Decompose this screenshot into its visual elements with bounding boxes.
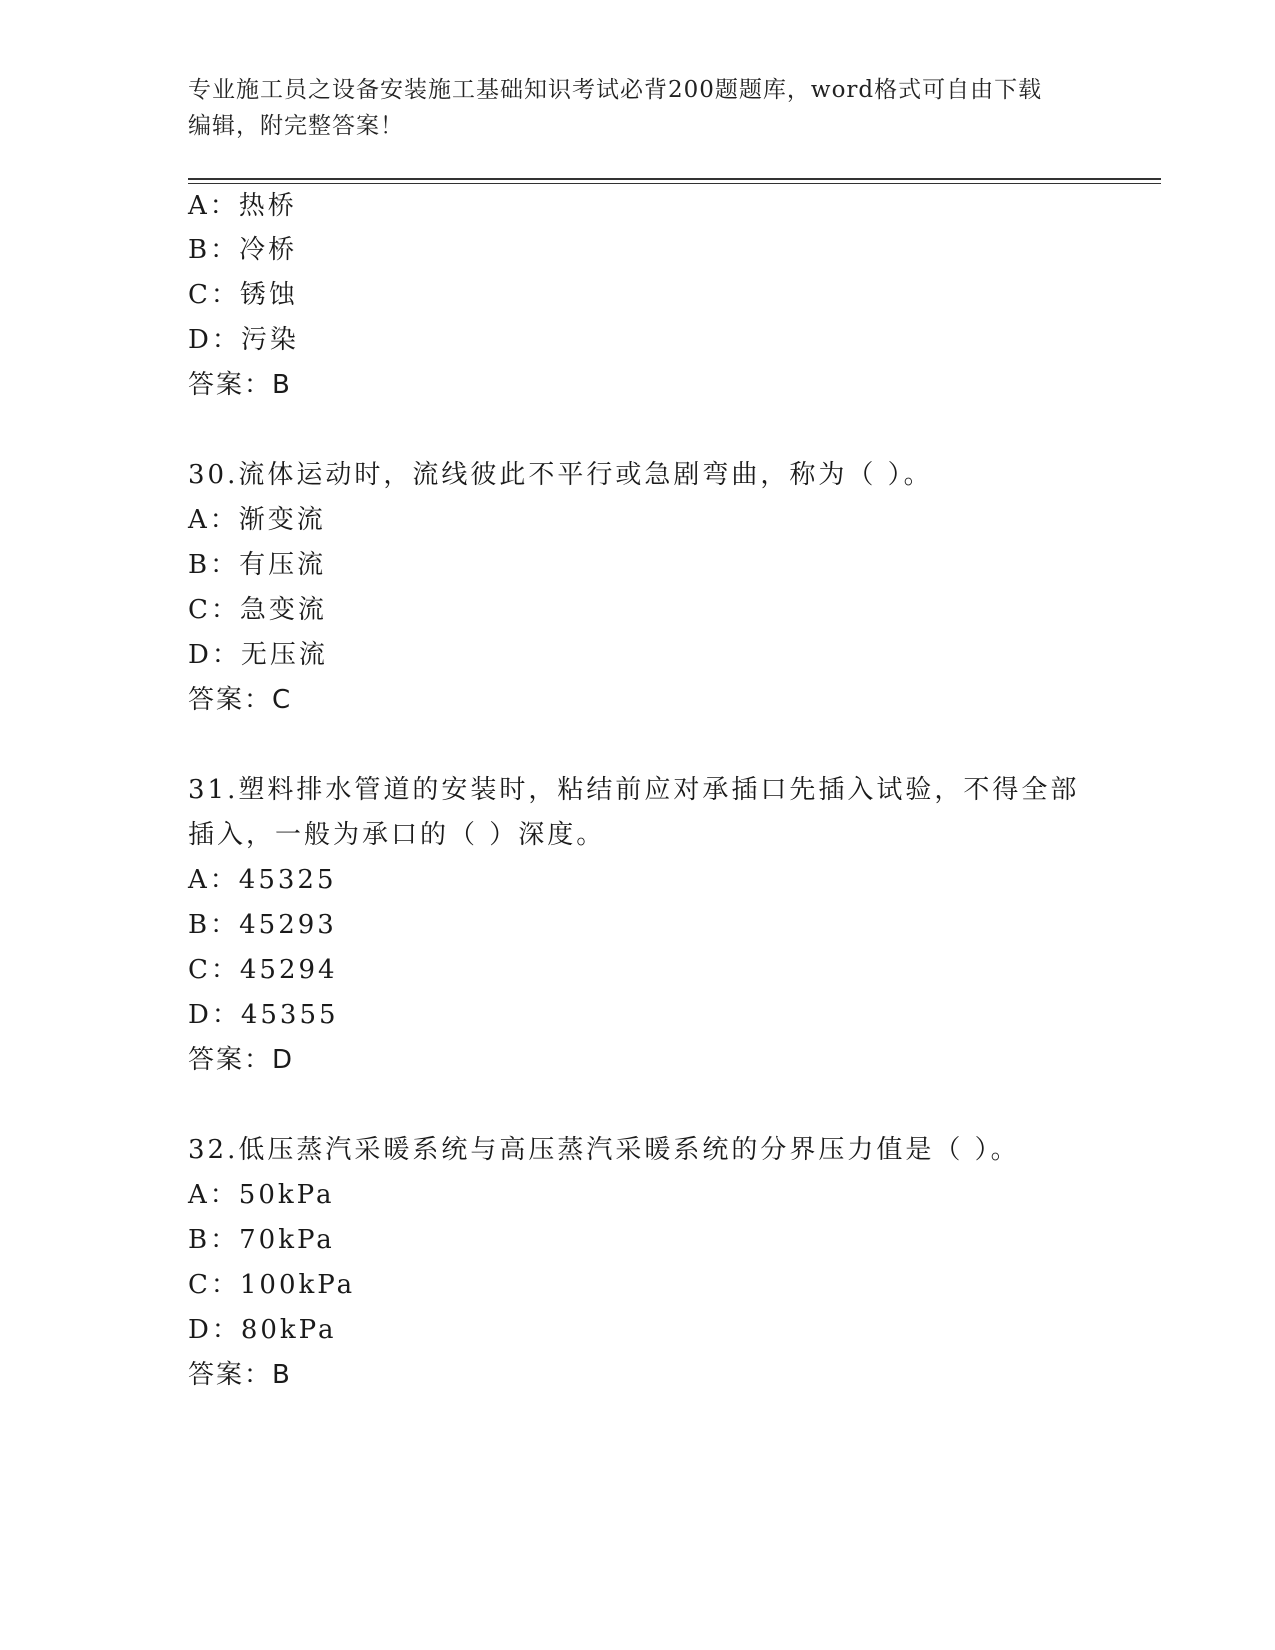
q31-question-line-2: 插入，一般为承口的（ ）深度。	[188, 820, 606, 850]
q30-option-b: B：有压流	[188, 550, 327, 580]
q31-question-line-1: 31.塑料排水管道的安装时，粘结前应对承插口先插入试验，不得全部	[188, 775, 1080, 805]
q30-option-c: C：急变流	[188, 595, 327, 625]
header-title-line-2: 编辑，附完整答案！	[188, 113, 404, 139]
q32-option-c: C：100kPa	[188, 1270, 356, 1300]
q32-question: 32.低压蒸汽采暖系统与高压蒸汽采暖系统的分界压力值是（ ）。	[188, 1135, 1020, 1165]
q29-option-a: A：热桥	[188, 191, 297, 221]
q30-answer: 答案：C	[188, 685, 293, 715]
q31-option-a: A：45325	[188, 865, 337, 895]
q32-option-b: B：70kPa	[188, 1225, 335, 1255]
q29-answer: 答案：B	[188, 370, 292, 400]
q31-option-d: D：45355	[188, 1000, 339, 1030]
q29-option-d: D：污染	[188, 325, 299, 355]
header-divider-thick	[188, 178, 1161, 180]
header-divider-thin	[188, 183, 1161, 184]
q30-question: 30.流体运动时，流线彼此不平行或急剧弯曲，称为（ ）。	[188, 460, 933, 490]
q29-option-c: C：锈蚀	[188, 280, 298, 310]
q32-option-a: A：50kPa	[188, 1180, 335, 1210]
q32-answer: 答案：B	[188, 1360, 292, 1390]
header-title-line-1: 专业施工员之设备安装施工基础知识考试必背200题题库，word格式可自由下载	[188, 77, 1043, 103]
document-header	[188, 72, 1088, 144]
q31-answer: 答案：D	[188, 1045, 295, 1075]
q30-option-a: A：渐变流	[188, 505, 326, 535]
q32-option-d: D：80kPa	[188, 1315, 337, 1345]
q30-option-d: D：无压流	[188, 640, 328, 670]
q31-option-c: C：45294	[188, 955, 338, 985]
q29-option-b: B：冷桥	[188, 235, 298, 265]
q31-option-b: B：45293	[188, 910, 337, 940]
